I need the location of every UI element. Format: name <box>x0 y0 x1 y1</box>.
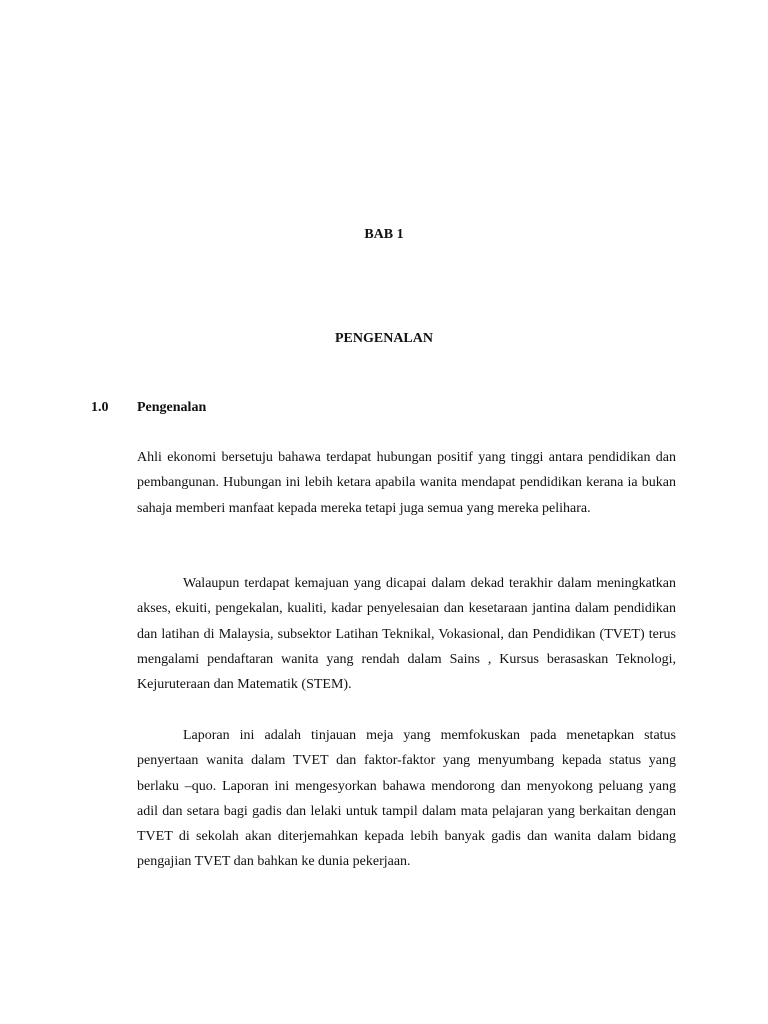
paragraph-intro: Ahli ekonomi bersetuju bahawa terdapat hubungan positif yang tinggi antara pendidikan dan pembangunan. Hubungan ini lebih ketara apabila wanita mendapat pendidikan kerana ia bukan sahaja memberi manfaat kepada mereka tetapi juga semua yang mereka pelihara. <box>137 450 676 516</box>
section-heading <box>91 400 206 416</box>
paragraph-report: Laporan ini adalah tinjauan meja yang memfokuskan pada menetapkan status penyertaan wanita dalam TVET dan faktor-faktor yang menyumbang kepada status yang berlaku –quo. Laporan ini mengesyorkan bahawa mendorong dan menyokong peluang yang adil dan setara bagi gadis dan lelaki untuk tampil dalam mata pelajaran yang berkaitan dengan TVET di sekolah akan diterjemahkan kepada lebih banyak gadis dan wanita dalam bidang pengajian TVET dan bahkan ke dunia pekerjaan. <box>137 728 676 870</box>
chapter-title: PENGENALAN <box>334 331 433 346</box>
section-number: 1.0 <box>91 400 109 415</box>
chapter-number: BAB 1 <box>364 227 404 242</box>
section-title: Pengenalan <box>137 400 207 415</box>
paragraph-progress: Walaupun terdapat kemajuan yang dicapai dalam dekad terakhir dalam meningkatkan akses, ekuiti, pengekalan, kualiti, kadar penyelesaian dan kesetaraan jantina dalam pendidikan dan latihan di Malaysia, subsektor Latihan Teknikal, Vokasional, dan Pendidikan (TVET) terus mengalami pendaftaran wanita yang rendah dalam Sains , Kursus berasaskan Teknologi, Kejuruteraan dan Matematik (STEM). <box>137 576 676 693</box>
